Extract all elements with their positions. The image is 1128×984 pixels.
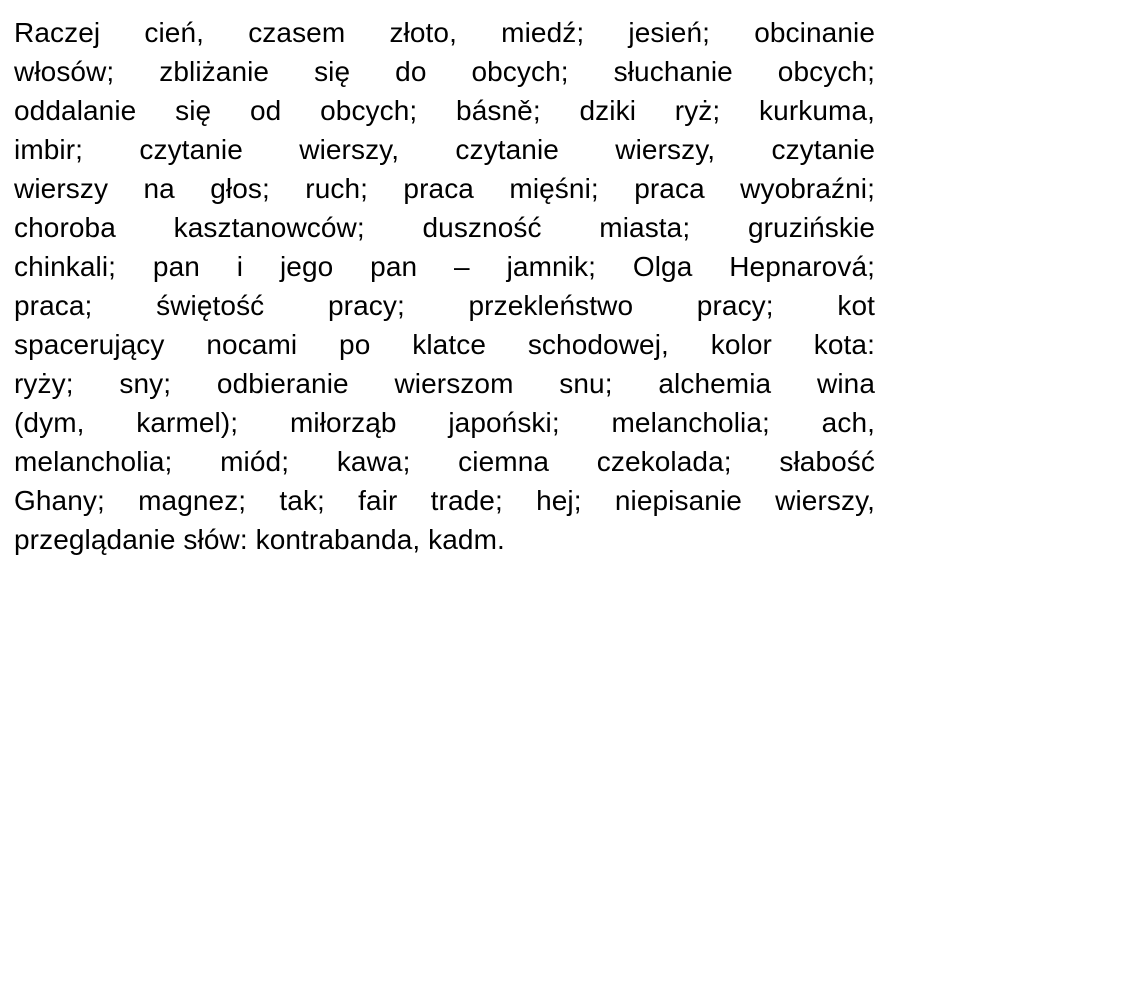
text-line: ryży; sny; odbieranie wierszom snu; alchemia wina <box>14 368 875 399</box>
text-line: choroba kasztanowców; duszność miasta; gruzińskie <box>14 212 875 243</box>
text-line: przeglądanie słów: kontrabanda, kadm. <box>14 524 505 555</box>
text-line: praca; świętość pracy; przekleństwo pracy; kot <box>14 290 875 321</box>
text-line: imbir; czytanie wierszy, czytanie wierszy, czytanie <box>14 134 875 165</box>
text-line: melancholia; miód; kawa; ciemna czekolada; słabość <box>14 446 875 477</box>
text-line: oddalanie się od obcych; básně; dziki ryż; kurkuma, <box>14 95 875 126</box>
text-line: włosów; zbliżanie się do obcych; słuchanie obcych; <box>14 56 875 87</box>
text-line: Raczej cień, czasem złoto, miedź; jesień; obcinanie <box>14 17 875 48</box>
text-line: Ghany; magnez; tak; fair trade; hej; niepisanie wierszy, <box>14 485 875 516</box>
text-line: (dym, karmel); miłorząb japoński; melancholia; ach, <box>14 407 875 438</box>
text-block <box>14 13 875 559</box>
text-line: chinkali; pan i jego pan – jamnik; Olga Hepnarová; <box>14 251 875 282</box>
text-line: wierszy na głos; ruch; praca mięśni; praca wyobraźni; <box>14 173 875 204</box>
text-line: spacerujący nocami po klatce schodowej, kolor kota: <box>14 329 875 360</box>
